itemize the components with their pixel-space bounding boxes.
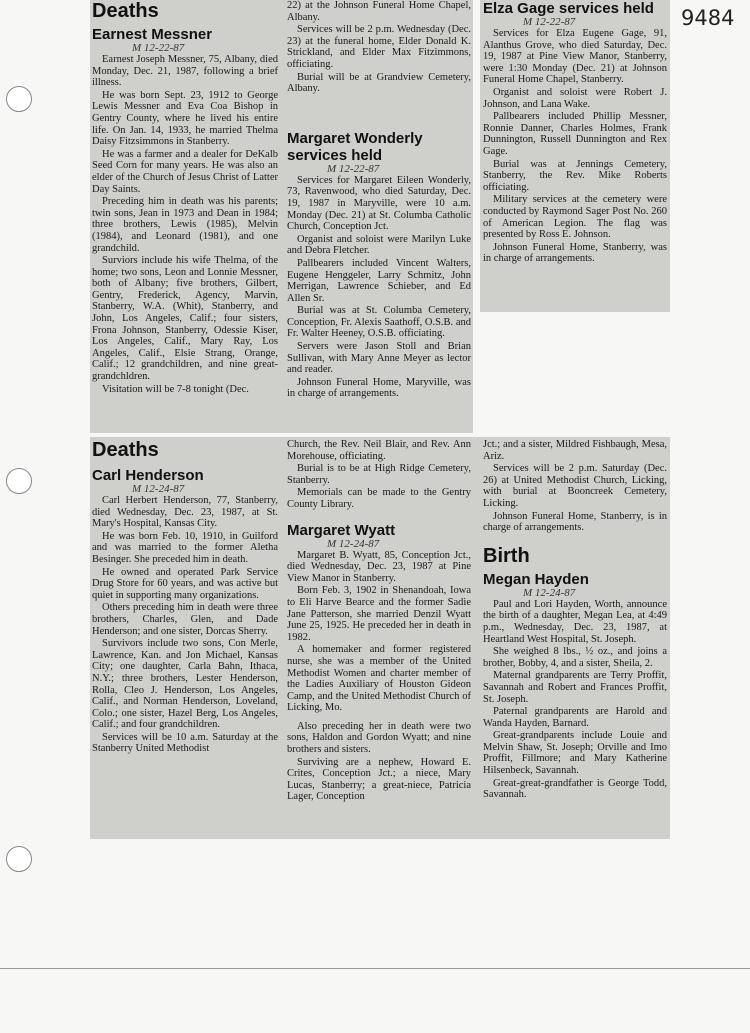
paragraph: Pallbearers included Phillip Messner, Ronnie Danner, Charles Holmes, Frank Dunnington, Russell Dunnington and Rex Gage. [483,111,667,157]
punch-hole-top [6,86,32,112]
birth-heading: Birth [483,544,530,567]
paragraph: Surviors include his wife Thelma, of the home; two sons, Leon and Lonnie Messner, both of Albany; five brothers, Gilbert, Gentry, Frederick, Agency, Marvin, Stanberry, W.A. (Whit), Stanberry, and John, Los Angeles, Calif.; four sisters, Frona Johnson, Stanberry, Odessie Kiser, Los Angeles, Calif., Mary Ray, Los Angeles, Calif., Elsie Strang, Orange, Calif.; 12 grandchildren, and nine great-grandchldren. [92,255,278,383]
paragraph: He was a farmer and a dealer for DeKalb Seed Corn for many years. He was also an elder of the Church of Jesus Christ of Latter Day Saints. [92,148,278,195]
paragraph: Carl Herbert Henderson, 77, Stanberry, died Wednesday, Dec. 23, 1987, at St. Mary's Hospital, Kansas City. [92,495,278,530]
deaths-heading: Deaths [92,439,159,461]
paragraph: Burial was at Jennings Cemetery, Stanberry, the Rev. Mike Roberts officiating. [483,158,667,193]
top-col-2 [287,0,471,433]
bottom-col-2 [287,439,471,837]
paragraph: Johnson Funeral Home, Stanberry, was in charge of arrangements. [483,241,667,265]
top-col-3 [483,0,667,312]
bottom-col-3 [483,439,667,837]
obituary-title: Carl Henderson [92,467,204,484]
bottom-col-1 [92,439,278,837]
paragraph: Services will be 2 p.m. Saturday (Dec. 26) at United Methodist Church, Licking, with burial at Booncreek Cemetery, Licking. [483,463,667,509]
handwritten-date: M 12-22-87 [132,42,185,54]
continued-paragraph: Church, the Rev. Neil Blair, and Rev. Ann Morehouse, officiating. [287,439,471,462]
paragraph: Services will be 10 a.m. Saturday at the Stanberry United Methodist [92,731,278,755]
page-number: 9484 [681,6,735,30]
paragraph: Servers were Jason Stoll and Brian Sullivan, with Mary Anne Meyer as lector and reader. [287,341,471,376]
paragraph: Organist and soloist were Robert J. Johnson, and Lana Wake. [483,86,667,110]
paragraph: Visitation will be 7-8 tonight (Dec. [102,383,249,395]
paragraph: Johnson Funeral Home, Stanberry, is in charge of arrangements. [483,510,667,534]
paragraph: A homemaker and former registered nurse, she was a member of the United Methodist Women and charter member of the Ladies Auxiliary of Houston Gideon Camp, and the United Methodist Church of Licking, Mo. [287,644,471,714]
punch-hole-middle [6,468,32,494]
paragraph: He owned and operated Park Service Drug Store for 60 years, and was active but quiet in supporting many organizations. [92,566,278,601]
paragraph: Burial will be at Grandview Cemetery, Albany. [287,71,471,95]
paragraph: Survivors include two sons, Con Merle, Lawrence, Kan. and Jon Michael, Kansas City; one daughter, Carla Bahn, Ithaca, N.Y.; three brothers, Lester Henderson, Rolla, Cleo J. Henderson, Los Angeles, Calif., and Norman Henderson, Loveland, Colo.; one sister, Hazel Berg, Los Angeles, Calif.; and four grandchildren. [92,638,278,731]
handwritten-date: M 12-22-87 [523,16,576,28]
paragraph: He was born Feb. 10, 1910, in Guilford and was married to the former Aletha Besinger. She preceded him in death. [92,530,278,565]
punch-hole-bottom [6,846,32,872]
birth-title: Megan Hayden [483,570,589,588]
handwritten-date: M 12-24-87 [327,537,380,550]
obituary-title: Margaret Wonderly services held [287,129,423,164]
paragraph: Paul and Lori Hayden, Worth, announce the birth of a daughter, Megan Lea, at 4:49 p.m., Wednesday, Dec. 23, 1987, at Heartland West Hospital, St. Joseph. [483,598,667,645]
obituary-title: Elza Gage services held [483,0,654,17]
deaths-heading: Deaths [92,0,159,22]
obituary-title: Margaret Wyatt [287,521,396,539]
paragraph: Pallbearers included Vincent Walters, Eugene Henggeler, Larry Schmitz, John Merrigan, Lawrence Schieber, and Ed Allen Sr. [287,257,471,304]
paragraph: Margaret B. Wyatt, 85, Conception Jct., died Wednesday, Dec. 23, 1987 at Pine View Manor in Stanberry. [287,549,471,584]
paragraph: Others preceding him in death were three brothers, Charles, Glen, and Dade Henderson; and one sister, Dorcas Sherry. [92,602,278,637]
paragraph: Maternal grandparents are Terry Proffit, Savannah and Robert and Frances Proffit, St. Joseph. [483,670,667,705]
paragraph: Paternal grandparents are Harold and Wanda Hayden, Barnard. [483,706,667,729]
obituary-title: Earnest Messner [92,26,213,43]
paragraph: Organist and soloist were Marilyn Luke and Debra Fletcher. [287,233,471,257]
paragraph: Also preceding her in death were two sons, Haldon and Gordon Wyatt; and nine brothers and sisters. [287,720,471,756]
handwritten-date: M 12-24-87 [132,483,185,495]
paragraph: Services will be 2 p.m. Wednesday (Dec. 23) at the funeral home, Elder Donald K. Strickland, and Elder Max Fitzimmons, officiating. [287,24,471,70]
paragraph: Services for Elza Eugene Gage, 91, Alanthus Grove, who died Saturday, Dec. 19, 1987 at Pine View Manor, Stanberry, were 1:30 Monday (Dec. 21) at Johnson Funeral Home Chapel, Stanberry. [483,28,667,86]
top-col-1 [92,0,278,433]
paragraph: Johnson Funeral Home, Maryville, was in charge of arrangements. [287,376,471,400]
page-fold-line [0,968,750,969]
paragraph: Services for Margaret Eileen Wonderly, 73, Ravenwood, who died Saturday, Dec. 19, 1987 in Maryville, were 10 a.m. Monday (Dec. 21) at St. Columba Catholic Church, Conception Jct. [287,174,471,233]
paragraph: Preceding him in death was his parents; twin sons, Jean in 1973 and Dean in 1984; three brothers, Lewis (1985), Melvin (1984), and Leonard (1981), and one grandchild. [92,196,278,254]
paragraph: He was born Sept. 23, 1912 to George Lewis Messner and Eva Coa Bishop in Gentry County, where he lived his entire life. On Jan. 14, 1933, he married Thelma Daisy Fitzsimmons in Stanberry. [92,89,278,148]
paragraph: Born Feb. 3, 1902 in Shenandoah, Iowa to Eli Harve Bearce and the former Sadie Jane Patterson, she married Denzil Wyatt June 25, 1925. He preceded her in death in 1982. [287,585,471,643]
paragraph: Burial is to be at High Ridge Cemetery, Stanberry. [287,463,471,486]
paragraph: Great-grandparents include Louie and Melvin Shaw, St. Joseph; Orville and Imo Proffit, Fillmore; and Mary Katherine Hilsenbeck, Savannah. [483,730,667,777]
paragraph: Burial was at St. Columba Cemetery, Conception, Fr. Alexis Saathoff, O.S.B. and Fr. Walter Heeney, O.S.B. officiating. [287,305,471,340]
paragraph: Great-great-grandfather is George Todd, Savannah. [483,777,667,801]
paragraph: Earnest Joseph Messner, 75, Albany, died Monday, Dec. 21, 1987, following a brief illness. [92,54,278,89]
paragraph: Military services at the cemetery were conducted by Raymond Sager Post No. 260 of American Legion. The flag was presented by Ross E. Johnson. [483,194,667,241]
continued-paragraph: 22) at the Johnson Funeral Home Chapel, Albany. [287,0,471,23]
paragraph: Memorials can be made to the Gentry County Library. [287,487,471,510]
handwritten-date: M 12-22-87 [327,162,380,175]
continued-paragraph: Jct.; and a sister, Mildred Fishbaugh, Mesa, Ariz. [483,439,667,462]
handwritten-date: M 12-24-87 [523,586,576,599]
paragraph: She weighed 8 lbs., ½ oz., and joins a brother, Bobby, 4, and a sister, Sheila, 2. [483,646,667,669]
paragraph: Surviving are a nephew, Howard E. Crites, Conception Jct.; a niece, Mary Lucas, Stanberry; a great-niece, Patricia Lager, Conception [287,756,471,803]
